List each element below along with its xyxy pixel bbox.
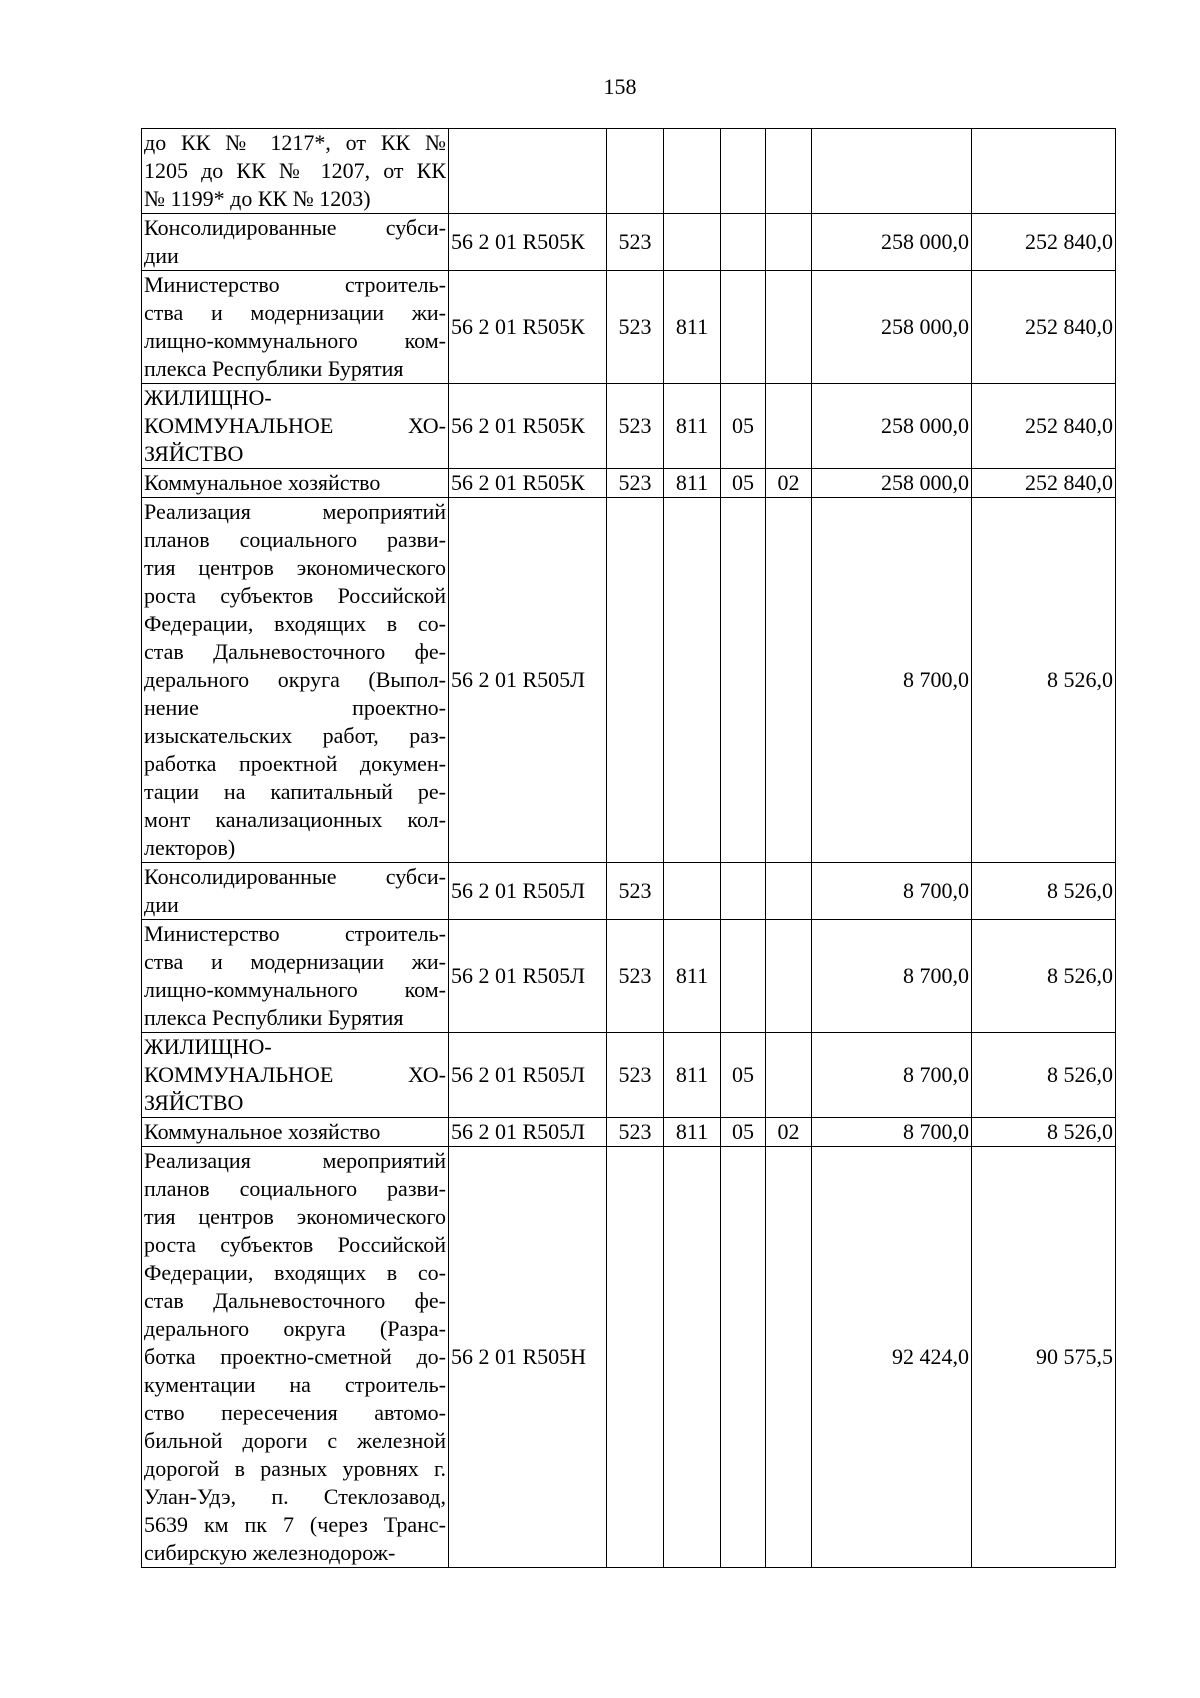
section-code-cell bbox=[721, 214, 766, 271]
description-cell bbox=[142, 469, 449, 498]
subsection-code-cell: 02 bbox=[766, 1118, 812, 1147]
description-line: плекса Республики Бурятия bbox=[144, 356, 404, 381]
description-line: роста субъектов Российской bbox=[144, 1232, 446, 1257]
description-line: Федерации, входящих в со- bbox=[144, 1260, 446, 1285]
department-code-cell bbox=[664, 498, 721, 863]
amount-first-cell: 8 700,0 bbox=[812, 863, 972, 920]
description-line: сибирскую железнодорож- bbox=[144, 1540, 396, 1565]
description-line: Министерство строитель- bbox=[144, 921, 446, 946]
description-line: лищно-коммунального ком- bbox=[144, 328, 446, 353]
section-code-cell: 05 bbox=[721, 1118, 766, 1147]
table-row bbox=[142, 384, 1116, 469]
description-line: 1205 до КК № 1207, от КК bbox=[144, 158, 446, 183]
description-cell bbox=[142, 129, 449, 214]
description-line: став Дальневосточного фе- bbox=[144, 639, 446, 664]
subsection-code-cell bbox=[766, 214, 812, 271]
amount-first-cell: 8 700,0 bbox=[812, 920, 972, 1033]
subsection-code-cell bbox=[766, 384, 812, 469]
table-row bbox=[142, 863, 1116, 920]
section-code-cell bbox=[721, 129, 766, 214]
section-code-cell bbox=[721, 1147, 766, 1568]
target-code-cell: 56 2 01 R505Л bbox=[449, 498, 607, 863]
description-line: ства и модернизации жи- bbox=[144, 949, 446, 974]
grbs-code-cell bbox=[607, 129, 664, 214]
target-code-cell: 56 2 01 R505Л bbox=[449, 920, 607, 1033]
description-line: роста субъектов Российской bbox=[144, 583, 446, 608]
amount-first-cell: 258 000,0 bbox=[812, 469, 972, 498]
description-line: Коммунальное хозяйство bbox=[144, 470, 381, 495]
description-line: ЖИЛИЩНО- bbox=[144, 385, 272, 410]
target-code-cell: 56 2 01 R505Л bbox=[449, 1118, 607, 1147]
table-row bbox=[142, 129, 1116, 214]
amount-second-cell: 8 526,0 bbox=[972, 1033, 1116, 1118]
description-line: лищно-коммунального ком- bbox=[144, 977, 446, 1002]
department-code-cell: 811 bbox=[664, 1118, 721, 1147]
amount-second-cell: 8 526,0 bbox=[972, 920, 1116, 1033]
amount-second-cell: 252 840,0 bbox=[972, 384, 1116, 469]
amount-second-cell: 252 840,0 bbox=[972, 214, 1116, 271]
description-line: ЖИЛИЩНО- bbox=[144, 1034, 272, 1059]
description-line: тации на капитальный ре- bbox=[144, 779, 446, 804]
description-line: Консолидированные субси- bbox=[144, 215, 446, 240]
description-line: КОММУНАЛЬНОЕ ХО- bbox=[144, 413, 446, 438]
department-code-cell bbox=[664, 1147, 721, 1568]
description-cell bbox=[142, 271, 449, 384]
table-row bbox=[142, 498, 1116, 863]
department-code-cell: 811 bbox=[664, 469, 721, 498]
section-code-cell bbox=[721, 920, 766, 1033]
description-line: 5639 км пк 7 (через Транс- bbox=[144, 1512, 446, 1537]
description-cell bbox=[142, 384, 449, 469]
grbs-code-cell bbox=[607, 1147, 664, 1568]
description-cell bbox=[142, 214, 449, 271]
subsection-code-cell bbox=[766, 129, 812, 214]
grbs-code-cell: 523 bbox=[607, 920, 664, 1033]
subsection-code-cell bbox=[766, 920, 812, 1033]
target-code-cell: 56 2 01 R505К bbox=[449, 214, 607, 271]
description-line: работка проектной докумен- bbox=[144, 751, 446, 776]
amount-second-cell: 8 526,0 bbox=[972, 498, 1116, 863]
grbs-code-cell: 523 bbox=[607, 271, 664, 384]
amount-first-cell: 8 700,0 bbox=[812, 1033, 972, 1118]
description-line: тия центров экономического bbox=[144, 1204, 446, 1229]
grbs-code-cell: 523 bbox=[607, 1118, 664, 1147]
table-row bbox=[142, 1118, 1116, 1147]
target-code-cell: 56 2 01 R505Н bbox=[449, 1147, 607, 1568]
subsection-code-cell bbox=[766, 1033, 812, 1118]
description-line: № 1199* до КК № 1203) bbox=[144, 186, 371, 211]
description-cell bbox=[142, 863, 449, 920]
department-code-cell: 811 bbox=[664, 1033, 721, 1118]
description-line: до КК № 1217*, от КК № bbox=[144, 130, 446, 155]
department-code-cell: 811 bbox=[664, 271, 721, 384]
subsection-code-cell bbox=[766, 863, 812, 920]
description-line: Консолидированные субси- bbox=[144, 864, 446, 889]
description-line: лекторов) bbox=[144, 835, 236, 860]
description-line: кументации на строитель- bbox=[144, 1372, 446, 1397]
amount-second-cell: 90 575,5 bbox=[972, 1147, 1116, 1568]
amount-first-cell: 258 000,0 bbox=[812, 271, 972, 384]
section-code-cell: 05 bbox=[721, 384, 766, 469]
grbs-code-cell: 523 bbox=[607, 863, 664, 920]
target-code-cell: 56 2 01 R505Л bbox=[449, 1033, 607, 1118]
description-line: Федерации, входящих в со- bbox=[144, 611, 446, 636]
amount-second-cell bbox=[972, 129, 1116, 214]
description-line: ства и модернизации жи- bbox=[144, 300, 446, 325]
amount-second-cell: 8 526,0 bbox=[972, 863, 1116, 920]
section-code-cell: 05 bbox=[721, 469, 766, 498]
department-code-cell bbox=[664, 863, 721, 920]
description-line: ЗЯЙСТВО bbox=[144, 1090, 244, 1115]
description-cell bbox=[142, 920, 449, 1033]
description-line: Министерство строитель- bbox=[144, 272, 446, 297]
section-code-cell bbox=[721, 271, 766, 384]
description-line: став Дальневосточного фе- bbox=[144, 1288, 446, 1313]
description-line: бильной дороги с железной bbox=[144, 1428, 446, 1453]
budget-table bbox=[141, 128, 1116, 1568]
subsection-code-cell bbox=[766, 271, 812, 384]
description-cell bbox=[142, 1147, 449, 1568]
amount-first-cell: 258 000,0 bbox=[812, 384, 972, 469]
description-line: плекса Республики Бурятия bbox=[144, 1005, 404, 1030]
grbs-code-cell: 523 bbox=[607, 214, 664, 271]
amount-second-cell: 8 526,0 bbox=[972, 1118, 1116, 1147]
table-row bbox=[142, 1147, 1116, 1568]
table-row bbox=[142, 1033, 1116, 1118]
amount-second-cell: 252 840,0 bbox=[972, 271, 1116, 384]
description-line: Коммунальное хозяйство bbox=[144, 1119, 381, 1144]
department-code-cell bbox=[664, 129, 721, 214]
description-line: планов социального разви- bbox=[144, 527, 446, 552]
subsection-code-cell: 02 bbox=[766, 469, 812, 498]
amount-first-cell bbox=[812, 129, 972, 214]
table-row bbox=[142, 469, 1116, 498]
description-line: планов социального разви- bbox=[144, 1176, 446, 1201]
table-row bbox=[142, 214, 1116, 271]
target-code-cell: 56 2 01 R505Л bbox=[449, 863, 607, 920]
description-line: Реализация мероприятий bbox=[144, 499, 446, 524]
description-line: ботка проектно-сметной до- bbox=[144, 1344, 446, 1369]
grbs-code-cell: 523 bbox=[607, 469, 664, 498]
table-row bbox=[142, 271, 1116, 384]
target-code-cell: 56 2 01 R505К bbox=[449, 469, 607, 498]
department-code-cell: 811 bbox=[664, 920, 721, 1033]
subsection-code-cell bbox=[766, 1147, 812, 1568]
page-number: 158 bbox=[603, 74, 637, 99]
department-code-cell: 811 bbox=[664, 384, 721, 469]
amount-first-cell: 258 000,0 bbox=[812, 214, 972, 271]
description-line: дерального округа (Выпол- bbox=[144, 667, 446, 692]
description-line: дерального округа (Разра- bbox=[144, 1316, 446, 1341]
description-line: ство пересечения автомо- bbox=[144, 1400, 446, 1425]
amount-first-cell: 8 700,0 bbox=[812, 498, 972, 863]
target-code-cell: 56 2 01 R505К bbox=[449, 384, 607, 469]
description-line: Реализация мероприятий bbox=[144, 1148, 446, 1173]
description-line: монт канализационных кол- bbox=[144, 807, 446, 832]
target-code-cell: 56 2 01 R505К bbox=[449, 271, 607, 384]
grbs-code-cell: 523 bbox=[607, 1033, 664, 1118]
department-code-cell bbox=[664, 214, 721, 271]
target-code-cell bbox=[449, 129, 607, 214]
description-line: Улан-Удэ, п. Стеклозавод, bbox=[144, 1484, 446, 1509]
description-line: дии bbox=[144, 243, 179, 268]
section-code-cell: 05 bbox=[721, 1033, 766, 1118]
description-cell bbox=[142, 1033, 449, 1118]
description-line: дорогой в разных уровнях г. bbox=[144, 1456, 446, 1481]
grbs-code-cell bbox=[607, 498, 664, 863]
description-line: ЗЯЙСТВО bbox=[144, 441, 244, 466]
section-code-cell bbox=[721, 498, 766, 863]
description-line: нение проектно- bbox=[144, 695, 446, 720]
description-line: тия центров экономического bbox=[144, 555, 446, 580]
table-row bbox=[142, 920, 1116, 1033]
amount-second-cell: 252 840,0 bbox=[972, 469, 1116, 498]
subsection-code-cell bbox=[766, 498, 812, 863]
description-line: дии bbox=[144, 892, 179, 917]
description-cell bbox=[142, 498, 449, 863]
grbs-code-cell: 523 bbox=[607, 384, 664, 469]
amount-first-cell: 8 700,0 bbox=[812, 1118, 972, 1147]
section-code-cell bbox=[721, 863, 766, 920]
amount-first-cell: 92 424,0 bbox=[812, 1147, 972, 1568]
description-line: КОММУНАЛЬНОЕ ХО- bbox=[144, 1062, 446, 1087]
description-cell bbox=[142, 1118, 449, 1147]
description-line: изыскательских работ, раз- bbox=[144, 723, 446, 748]
